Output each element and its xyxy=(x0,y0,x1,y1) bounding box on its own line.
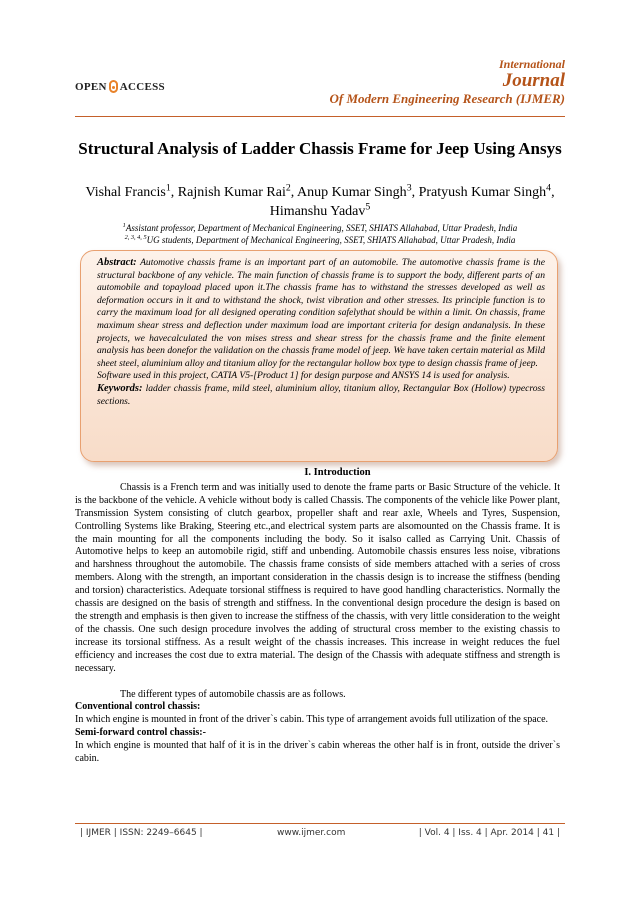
affiliation-1: $^1$Assistant professor, Department of Mechanical Engineering, SSET, SHIATS Allahabad, Uttar Pradesh, India xyxy=(122,222,518,233)
footer-divider xyxy=(75,823,565,824)
subheading-semi-forward-control: Semi-forward control chassis:- xyxy=(75,727,206,739)
journal-name xyxy=(330,58,565,106)
intro-paragraph: Chassis is a French term and was initially used to denote the frame parts or Basic Structure of the vehicle. It is the backbone of the vehicle. A vehicle without body is called Chassis. The components of the vehicle like Power plant, Transmission System consisting of clutch gearbox, propeller shaft and rear axle, Wheels and Tyres, Suspension, Controlling Systems like Braking, Steering etc.,and electrical system parts are alsomounted on the Chassis frame. It is the main mounting for all the components including the body. So it isalso called as Carrying Unit. Chassis of Automotive helps to keep an automobile rigid, stiff and unbending. Automobile chassis ensures less noise, vibrations and harshness throughout the automobile. The chassis frame consists of side members attached with a series of cross members. Along with the strength, an important consideration in the chassis design is to increase the stiffness (bending and torsion) characteristics. Adequate torsional stiffness is required to have good handling characteristics. Normally the chassis are designed on the basis of strength and stiffness. In the conventional design procedure the design is based on the strength and emphasis is then given to increase the stiffness of the chassis, with very little consideration to the weight of the chassis. One such design procedure involves the adding of structural cross member to the existing chassis to increase its torsional stiffness. As a result weight of the chassis increases. This increase in weight reduces the fuel efficiency and increases the cost due to extra material. The design of the Chassis with adequate stiffness and strength is necessary. xyxy=(75,481,560,674)
conventional-control-text: In which engine is mounted in front of the driver`s cabin. This type of arrangement avoids full utilization of the space. xyxy=(75,714,549,726)
footer-volume-page: | Vol. 4 | Iss. 4 | Apr. 2014 | 41 | xyxy=(418,828,560,838)
footer-website-link[interactable]: www.ijmer.com xyxy=(277,828,346,838)
abstract-label: Abstract: xyxy=(97,257,137,268)
journal-header xyxy=(75,58,565,114)
keywords-label: Keywords: xyxy=(97,382,143,394)
abstract-box xyxy=(80,250,558,462)
semi-forward-control-text: In which engine is mounted that half of it is in the driver`s cabin whereas the other half is in front, outside the driver`s cabin. xyxy=(75,740,560,765)
section-heading-introduction: I. Introduction xyxy=(304,467,371,478)
header-divider xyxy=(75,116,565,117)
chassis-types-intro: The different types of automobile chassis are as follows. xyxy=(120,688,346,700)
journal-name-line2: Journal xyxy=(502,70,565,92)
journal-name-line3: Of Modern Engineering Research (IJMER) xyxy=(329,91,565,107)
affiliation-2: $^{2, 3, 4, 5}$UG students, Department of Mechanical Engineering, SSET, SHIATS Allahabad, Uttar Pradesh, India xyxy=(124,234,516,245)
open-access-lock-icon xyxy=(109,80,118,93)
abstract-software: Software used in this project, CATIA V5-[Product 1] for design purpose and ANSYS 14 is used for analysis. xyxy=(97,370,510,382)
footer-issn: | IJMER | ISSN: 2249–6645 | xyxy=(80,828,203,838)
abstract-paragraph xyxy=(97,257,545,370)
open-access-logo: OPEN ACCESS xyxy=(75,81,165,93)
subheading-conventional-control: Conventional control chassis: xyxy=(75,701,201,713)
abstract-text: Automotive chassis frame is an important part of an automobile. The automotive chassis frame is the structural backbone of any vehicle. The main function of chassis frame is to support the body, different parts of an automobile and topayload placed upon it.The chassis frame has to withstand the stresses developed as well as deformation occurs in it and to withstand the shock, twist vibration and other stresses. Its principle function is to carry the maximum load for all designed operating condition safelythat should be within a limit. On chassis, frame maximum shear stress and deflection under maximum load are important criteria for design andanalysis. In these projects, we havecalculated the von mises stress and shear stress for the chassis frame and the finite element analysis has been donefor the validation on the chassis frame model of jeep. We have taken certain material as Mild sheet steel, aluminium alloy and titanium alloy for the rectangular hollow box type to design chassis frame of jeep. xyxy=(97,257,545,369)
paper-authors: Vishal Francis$^1$, Rajnish Kumar Rai$^2$, Anup Kumar Singh$^3$, Pratyush Kumar Singh$^4$, Himanshu Yadav$^5$ xyxy=(85,182,555,219)
keywords-paragraph xyxy=(97,383,545,408)
journal-name-line1: International xyxy=(498,57,565,71)
keywords-text: ladder chassis frame, mild steel, aluminium alloy, titanium alloy, Rectangular Box (Hollow) typecross sections. xyxy=(97,382,545,407)
paper-body xyxy=(75,467,560,766)
paper-title: Structural Analysis of Ladder Chassis Frame for Jeep Using Ansys xyxy=(78,139,562,158)
